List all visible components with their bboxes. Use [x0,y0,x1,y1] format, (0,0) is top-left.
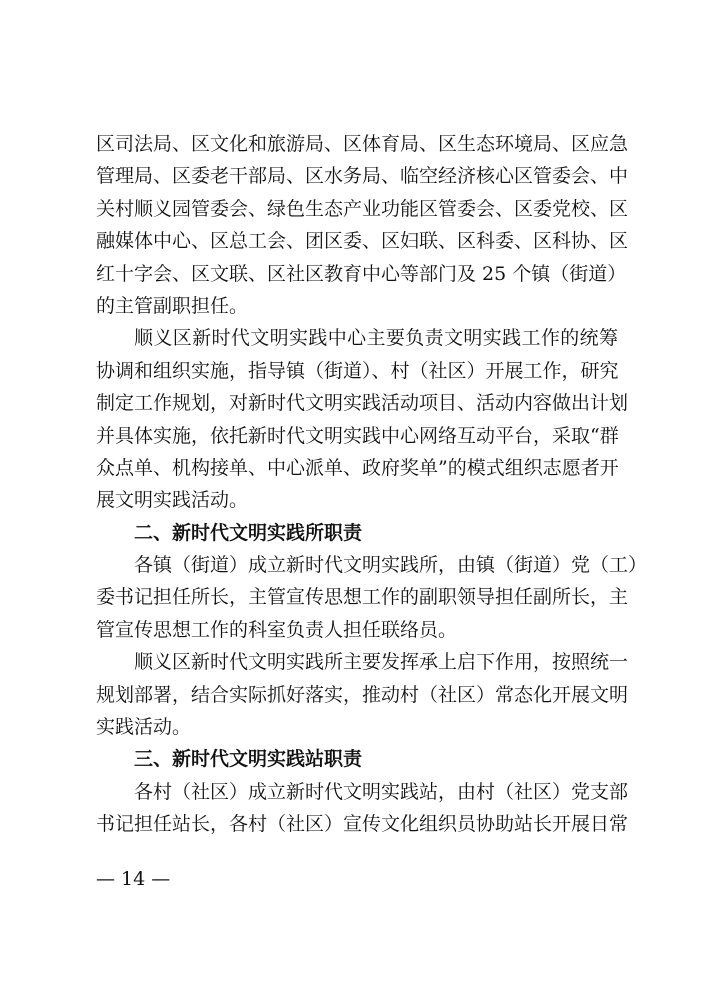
text-line-2: 管理局、区委老干部局、区水务局、临空经济核心区管委会、中 [96,165,629,188]
text-line-21: 各村（社区）成立新时代文明实践站，由村（社区）党支部 [134,780,629,803]
text-line-22: 书记担任站长，各村（社区）宣传文化组织员协助站长开展日常 [96,813,629,836]
text-line-4: 融媒体中心、区总工会、团区委、区妇联、区科委、区科协、区 [96,230,629,253]
text-line-15: 委书记担任所长，主管宣传思想工作的副职领导担任副所长，主 [96,586,629,609]
text-line-17: 顺义区新时代文明实践所主要发挥承上启下作用，按照统一 [134,651,629,674]
text-line-11: 众点单、机构接单、中心派单、政府奖单”的模式组织志愿者开 [96,456,619,479]
text-line-12: 展文明实践活动。 [96,489,249,512]
section-heading-2: 二、新时代文明实践所职责 [134,521,363,544]
text-line-18: 规划部署，结合实际抓好落实，推动村（社区）常态化开展文明 [96,683,629,706]
text-line-5: 红十字会、区文联、区社区教育中心等部门及 25 个镇（街道） [96,262,627,285]
text-line-9: 制定工作规划，对新时代文明实践活动项目、活动内容做出计划 [96,392,629,415]
page-number: — 14 — [96,868,171,890]
text-line-7: 顺义区新时代文明实践中心主要负责文明实践工作的统筹 [134,327,618,350]
document-body [96,128,648,841]
text-line-6: 的主管副职担任。 [96,294,249,317]
text-line-8: 协调和组织实施，指导镇（街道）、村（社区）开展工作，研究 [96,359,619,382]
text-line-19: 实践活动。 [96,716,192,739]
text-line-3: 关村顺义园管委会、绿色生态产业功能区管委会、区委党校、区 [96,197,629,220]
text-line-1: 区司法局、区文化和旅游局、区体育局、区生态环境局、区应急 [96,133,629,155]
text-line-10: 并具体实施，依托新时代文明实践中心网络互动平台，采取“群 [96,424,619,447]
text-line-14: 各镇（街道）成立新时代文明实践所，由镇（街道）党（工） [134,554,648,577]
section-heading-3: 三、新时代文明实践站职责 [134,748,363,771]
text-line-16: 管宣传思想工作的科室负责人担任联络员。 [96,618,458,641]
